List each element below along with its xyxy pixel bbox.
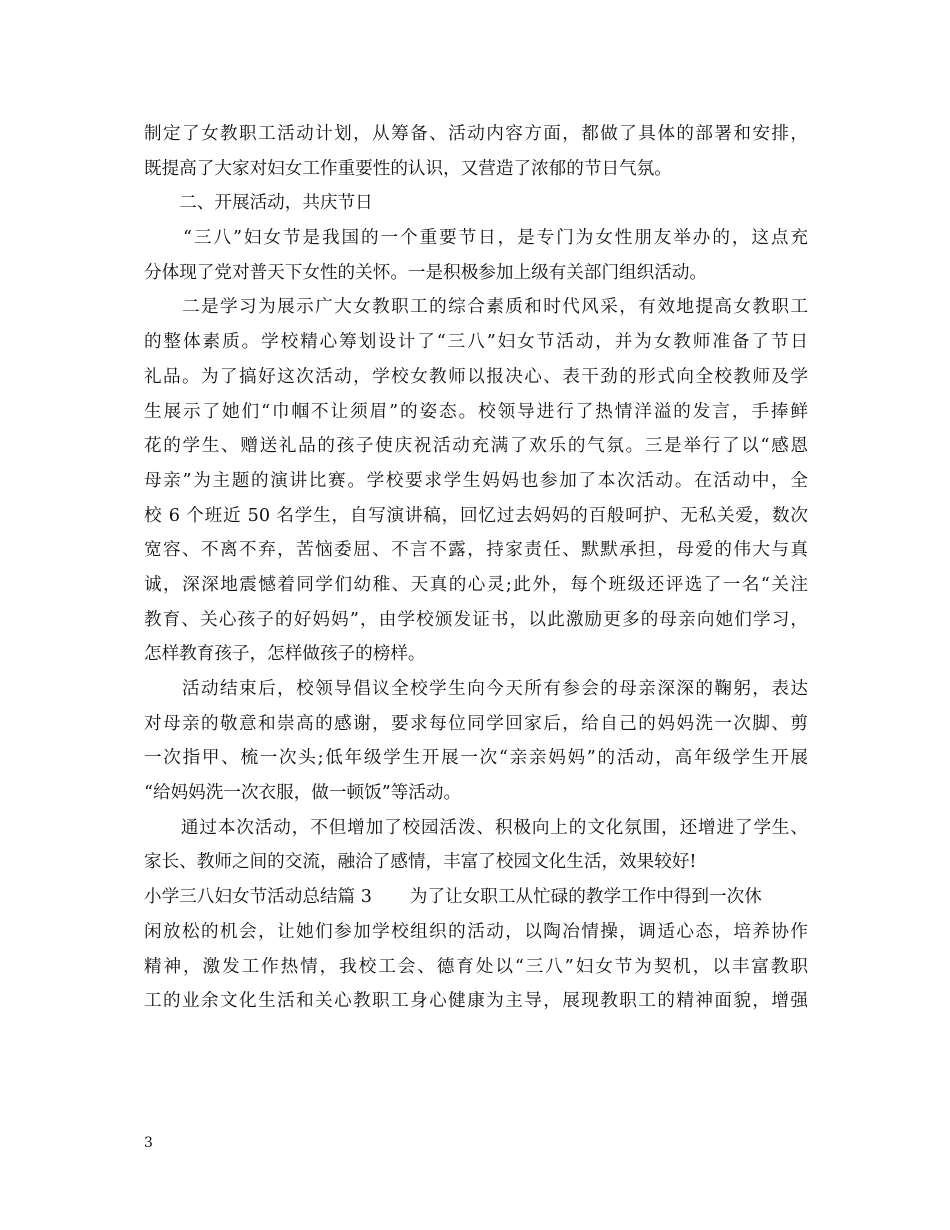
article-title: 小学三八妇女节活动总结篇 3 — [144, 887, 372, 908]
text-line: 母亲”为主题的演讲比赛。学校要求学生妈妈也参加了本次活动。在活动中，全 — [144, 470, 808, 491]
text-line: 精神，激发工作热情，我校工会、德育处以“三八”妇女节为契机，以丰富教职 — [144, 956, 808, 977]
text-line: 宽容、不离不弃，苦恼委屈、不言不露，持家责任、默默承担，母爱的伟大与真 — [144, 540, 808, 561]
text-line: 的整体素质。学校精心筹划设计了“三八”妇女节活动，并为女教师准备了节日 — [144, 332, 808, 353]
text-line: 花的学生、赠送礼品的孩子使庆祝活动充满了欢乐的气氛。三是举行了以“感恩 — [144, 436, 808, 457]
section-heading: 二、开展活动，共庆节日 — [144, 193, 373, 214]
text-line: 教育、关心孩子的好妈妈”，由学校颁发证书，以此激励更多的母亲向她们学习， — [144, 609, 808, 630]
text-line-continuation: 为了让女职工从忙碌的教学工作中得到一次休 — [409, 887, 762, 908]
text-line: “给妈妈洗一次衣服，做一顿饭”等活动。 — [144, 783, 462, 804]
text-line: 二是学习为展示广大女教职工的综合素质和时代风采，有效地提高女教职工 — [144, 297, 808, 318]
text-line: 分体现了党对普天下女性的关怀。一是积极参加上级有关部门组织活动。 — [144, 262, 708, 283]
text-line: 通过本次活动，不但增加了校园活泼、积极向上的文化氛围，还增进了学生、 — [144, 817, 808, 838]
body-text — [144, 117, 808, 1019]
text-line: 一次指甲、梳一次头;低年级学生开展一次“亲亲妈妈”的活动，高年级学生开展 — [144, 748, 808, 769]
text-line: 制定了女教职工活动计划，从筹备、活动内容方面，都做了具体的部署和安排， — [144, 124, 808, 144]
text-line: 既提高了大家对妇女工作重要性的认识，又营造了浓郁的节日气氛。 — [144, 158, 672, 179]
text-line: 诚，深深地震憾着同学们幼稚、天真的心灵;此外，每个班级还评选了一名“关注 — [144, 574, 808, 595]
text-line: 对母亲的敬意和崇高的感谢，要求每位同学回家后，给自己的妈妈洗一次脚、剪 — [144, 713, 808, 734]
page-number: 3 — [144, 1135, 153, 1151]
text-line: “三八”妇女节是我国的一个重要节日，是专门为女性朋友举办的，这点充 — [144, 228, 808, 249]
text-line: 家长、教师之间的交流，融洽了感情，丰富了校园文化生活，效果较好! — [144, 852, 697, 873]
text-line: 闲放松的机会，让她们参加学校组织的活动，以陶冶情操，调适心态，培养协作 — [144, 921, 808, 942]
text-line: 工的业余文化生活和关心教职工身心健康为主导，展现教职工的精神面貌，增强 — [144, 991, 808, 1012]
text-line: 活动结束后，校领导倡议全校学生向今天所有参会的母亲深深的鞠躬，表达 — [144, 679, 808, 699]
article-title-line — [144, 880, 808, 915]
text-line: 生展示了她们“巾帼不让须眉”的姿态。校领导进行了热情洋溢的发言，手捧鲜 — [144, 401, 808, 422]
text-line: 校 6 个班近 50 名学生，自写演讲稿，回忆过去妈妈的百般呵护、无私关爱，数次 — [144, 505, 808, 526]
text-line: 怎样教育孩子，怎样做孩子的榜样。 — [144, 644, 426, 665]
text-line: 礼品。为了搞好这次活动，学校女教师以报决心、表干劲的形式向全校教师及学 — [144, 366, 808, 387]
